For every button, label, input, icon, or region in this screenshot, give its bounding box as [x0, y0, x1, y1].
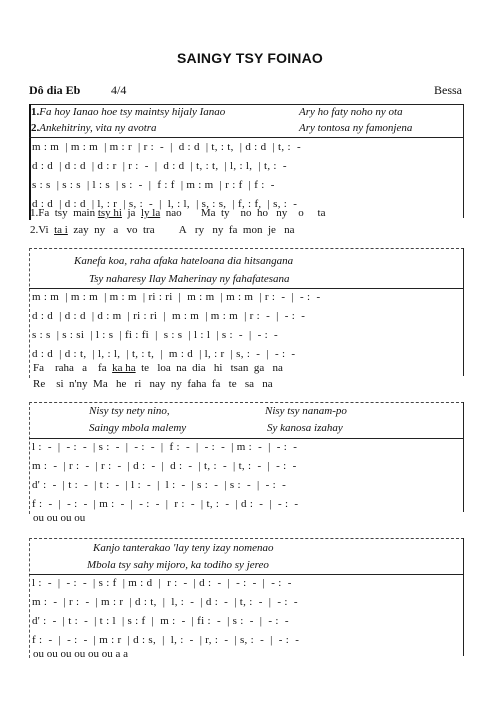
- lyrics-line-6: ou ou ou ou ou ou a a: [33, 648, 129, 660]
- soprano-row: l : - | - : - | s : f | m : d | r : - | d : - | - : - | - : -: [32, 577, 292, 589]
- soprano-row: l : - | - : - | s : - | - : - | f : - | - : - | m : - | - : -: [32, 441, 298, 453]
- verse-line-6-right: Sy kanosa izahay: [267, 422, 343, 434]
- music-system-4: [29, 538, 464, 658]
- bass-row: d : d | d : d | l, : r | s, : - | l, : l, | s, : s, | f, : f, | s, : -: [32, 198, 298, 210]
- verse-line-6: Saingy mbola malemy: [89, 422, 187, 434]
- tenor-row: s : s | s : si | l : s | fi : fi | s : s | l : l | s : - | - : -: [32, 329, 279, 341]
- verse-line-4: Tsy naharesy Ilay Maherinay ny fahafatesana: [89, 273, 290, 285]
- verse-line-3: Kanefa koa, raha afaka hateloana dia hitsangana: [74, 255, 294, 267]
- alto-row: m : - | r : - | r : - | d : - | d : - | t, : - | t, : - | - : -: [32, 460, 297, 472]
- tenor-row: d' : - | t : - | t : - | l : - | l : - | s : - | s : - | - : -: [32, 479, 287, 491]
- bass-row: f : - | - : - | m : r | d : s, | l, : - | r, : - | s, : - | - : -: [32, 634, 300, 646]
- verse-line-5: Nisy tsy nety nino,: [89, 405, 170, 417]
- alto-row: d : d | d : d | d : r | r : - | d : d | t, : t, | l, : l, | t, : -: [32, 160, 287, 172]
- music-system-3: [29, 402, 464, 514]
- verse-line-5-right: Nisy tsy nanam-po: [265, 405, 347, 417]
- lyrics-line-4: Re si n'ny Ma he ri nay ny faha fa te sa na: [33, 378, 273, 390]
- soprano-row: m : m | m : m | m : r | r : - | d : d | t, : t, | d : d | t, : -: [32, 141, 301, 153]
- verse-line-1-right: Ary ho faty noho ny ota: [299, 106, 403, 118]
- tempo-marking: Bessa: [434, 83, 462, 97]
- music-system-2: [29, 248, 464, 378]
- lyrics-line-2: 2.Vi ta i zay ny a vo tra A ry ny fa mon je na: [30, 224, 295, 236]
- verse-line-8: Mbola tsy sahy mijoro, ka todiho sy jereo: [87, 559, 269, 571]
- verse-line-1: 1.Fa hoy Ianao hoe tsy maintsy hijaly Ianao: [31, 106, 226, 118]
- lyrics-line-3: Fa raha a fa ka ha te loa na dia hi tsan ga na: [33, 362, 283, 374]
- alto-row: m : - | r : - | m : r | d : t, | l, : - | d : - | t, : - | - : -: [32, 596, 298, 608]
- verse-line-7: Kanjo tanterakao 'lay teny izay nomenao: [93, 542, 274, 554]
- bass-row: d : d | d : t, | l, : l, | t, : t, | m : d | l, : r | s, : - | - : -: [32, 348, 296, 360]
- bass-row: f : - | - : - | m : - | - : - | r : - | t, : - | d : - | - : -: [32, 498, 299, 510]
- soprano-row: m : m | m : m | m : m | ri : ri | m : m | m : m | r : - | - : -: [32, 291, 321, 303]
- tenor-row: d' : - | t : - | t : l | s : f | m : - | fi : - | s : - | - : -: [32, 615, 289, 627]
- key-signature: Dô dia Eb: [29, 83, 81, 97]
- time-signature: 4/4: [111, 83, 127, 97]
- alto-row: d : d | d : d | d : m | ri : ri | m : m | m : m | r : - | - : -: [32, 310, 306, 322]
- tenor-row: s : s | s : s | l : s | s : - | f : f | m : m | r : f | f : -: [32, 179, 275, 191]
- page-title: SAINGY TSY FOINAO: [176, 50, 324, 66]
- lyrics-line-5: ou ou ou ou: [33, 512, 86, 524]
- music-system-1: [29, 104, 464, 220]
- verse-line-2: 2.Ankehitriny, vita ny avotra: [31, 122, 157, 134]
- verse-line-2-right: Ary tontosa ny famonjena: [299, 122, 413, 134]
- lyrics-line-1: 1.Fa tsy main tsy hi ja ly la nao Ma ty no ho ny o ta: [30, 207, 326, 219]
